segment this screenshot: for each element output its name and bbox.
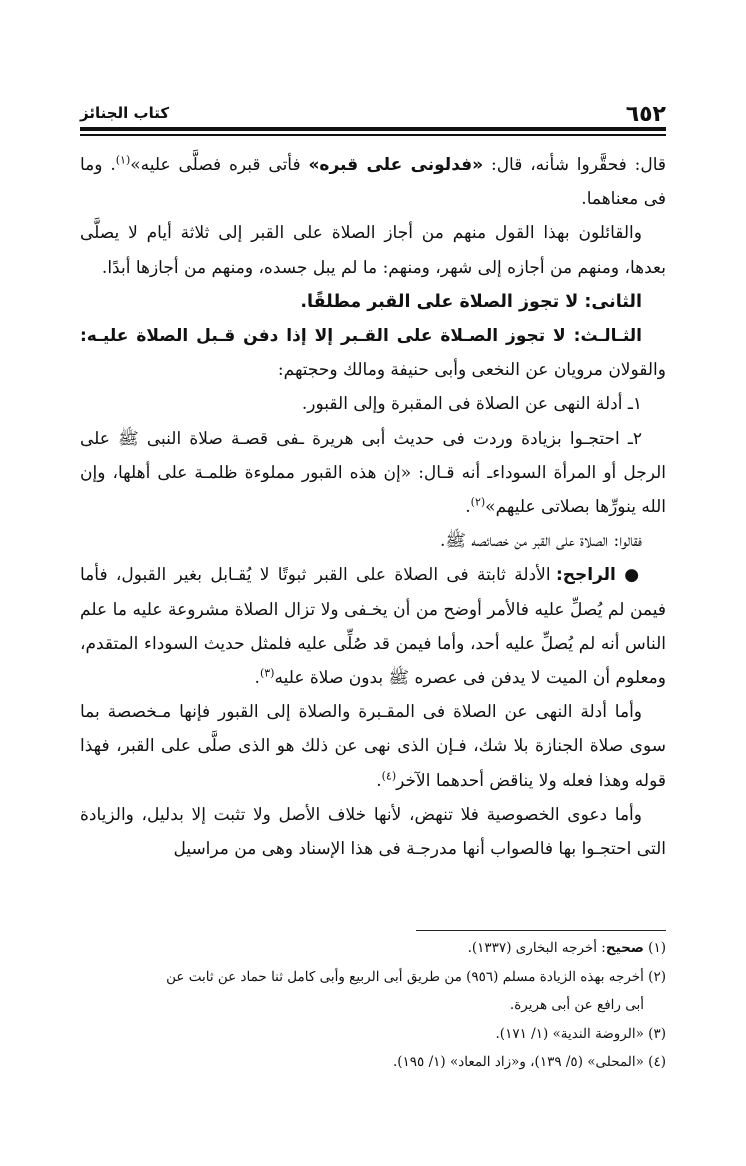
list-item-1: ١ـ أدلة النهى عن الصلاة فى المقبرة وإلى القبور. <box>301 394 642 415</box>
paragraph-khususiya: وأما دعوى الخصوصية فلا تنهض، لأنها خلاف الأصل ولا تثبت إلا بدليل، والزيادة التى احتجـوا بها فالصواب أنها مدرجـة فى هذا الإسناد وهى من مراسيل <box>80 804 666 860</box>
running-head: كتاب الجنائز <box>80 104 170 122</box>
paragraph-third-opinion: الثـالـث: لا تجوز الصـلاة على القـبر إلا إذا دفن قـبل الصلاة عليـه: والقولان مرويان عن النخعى وأبى حنيفة ومالك وحجتهم: <box>80 326 666 381</box>
heading-third-opinion: الثـالـث: لا تجوز الصـلاة على القـبر إلا إذا دفن قـبل الصلاة عليـه: <box>80 326 642 347</box>
body-text <box>80 148 666 866</box>
footnote-1-label: صحيح <box>605 940 644 956</box>
header-rule-thin <box>80 134 666 136</box>
footnote-ref-1: (١) <box>115 153 131 167</box>
paragraph-rajih: ● الراجح: الأدلة ثابتة فى الصلاة على القبر ثبوتًا لا يُقـابل بغير القبول، فأما فيمن لم يُصلِّ عليه فالأمر أوضح من أن يخـفى ولا تزال الصلاة مشروعة عليه ما علم الناس أنه لم يُصلِّ عليه أحد، وأما فيمن قد صُلِّى عليه فلمثل حديث السوداء المتقدم، ومعلوم أن الميت لا يدفن فى عصره ﷺ بدون صلاة عليه$^{(٣)}$. <box>80 565 666 689</box>
footnotes <box>80 934 666 1077</box>
footnote-ref-3: (٣) <box>259 666 275 680</box>
rajih-label: الراجح: <box>555 565 616 586</box>
footnote-4: (٤) «المحلى» (٥/ ١٣٩)، و«زاد المعاد» (١/ ١٩٥). <box>392 1054 666 1070</box>
footnote-1: (١) صحيح: أخرجه البخارى (١٣٣٧). <box>467 940 666 956</box>
header-rule-thick <box>80 127 666 131</box>
page-number: ٦٥٢ <box>625 102 666 127</box>
quote-bold: «فدلونى على قبره» <box>308 155 484 175</box>
footnote-2: (٢) أخرجه بهذه الزيادة مسلم (٩٥٦) من طريق أبى الربيع وأبى كامل ثنا حماد عن ثابت عن <box>166 968 666 985</box>
list-item-2: ٢ـ احتجـوا بزيادة وردت فى حديث أبى هريرة ـفى قصـة صلاة النبى ﷺ على الرجل أو المرأة السوداءـ أنه قـال: «إن هذه القبور مملوءة ظلمـة على أهلها، وإن الله ينورِّها بصلاتى عليهم»$^{(٢)}$. <box>80 428 666 518</box>
heading-second-opinion: الثانى: لا تجوز الصلاة على القبر مطلقًا. <box>300 291 642 312</box>
paragraph-burial-story: قال: فحقَّروا شأنه، قال: «فدلونى على قبره» فأتى قبره فصلَّى عليه»$^{(١)}$. وما فى معناهما. <box>80 153 667 210</box>
paragraph-opinions: والقائلون بهذا القول منهم من أجاز الصلاة على القبر إلى ثلاثة أيام لا يصلَّى بعدها، ومنهم من أجازه إلى شهر، ومنهم: ما لم يبل جسده، ومنهم من أجازها أبدًا. <box>80 223 666 278</box>
paragraph-qalu: فقالوا: الصلاة على القبر من خصائصه ﷺ. <box>439 531 642 552</box>
footnote-2-continuation: أبى رافع عن أبى هريرة. <box>509 997 644 1013</box>
paragraph-nahy: وأما أدلة النهى عن الصلاة فى المقـبرة والصلاة إلى القبور فإنها مـخصصة بما سوى صلاة الجنازة بلا شك، فـإن الذى نهى عن ذلك هو الذى صلَّى على القبر، فهذا قوله وهذا فعله ولا يناقض أحدهما الآخر$^{(٤)}$. <box>80 702 666 791</box>
bullet-icon: ● <box>624 565 643 586</box>
footnote-3: (٣) «الروضة الندية» (١/ ١٧١). <box>495 1025 666 1042</box>
footnote-ref-4: (٤) <box>381 769 397 782</box>
footnote-separator <box>416 930 666 931</box>
footnote-ref-2: (٢) <box>470 495 486 509</box>
